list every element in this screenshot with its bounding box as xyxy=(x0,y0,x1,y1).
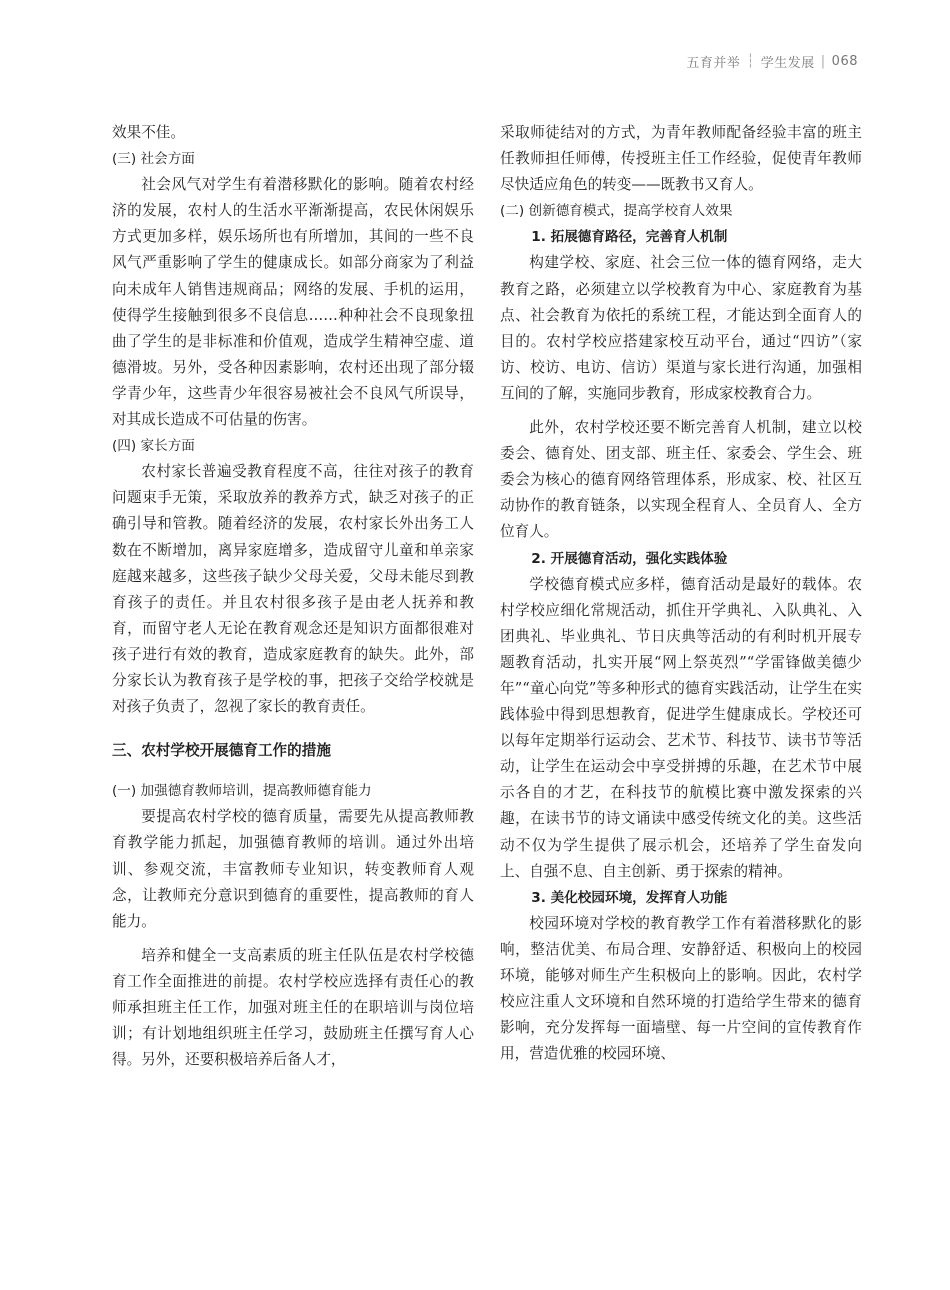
paragraph: 农村家长普遍受教育程度不高，往往对孩子的教育问题束手无策，采取放养的教养方式，缺乏对孩子的正确引导和管教。随着经济的发展，农村家长外出务工人数在不断增加，离异家庭增多，造成留守儿童和单亲家庭越来越多，这些孩子缺少父母关爱，父母未能尽到教育孩子的责任。并且农村很多孩子是由老人抚养和教育，而留守老人无论在教育观念还是知识方面都很难对孩子进行有效的教育，造成家庭教育的缺失。此外，部分家长认为教育孩子是学校的事，把孩子交给学校就是对孩子负责了，忽视了家长的教育责任。 xyxy=(112,463,474,716)
section-heading: (四) 家长方面 xyxy=(112,438,195,455)
subsection-heading: 2. 开展德育活动，强化实践体验 xyxy=(531,550,728,567)
page-number: 068 xyxy=(831,54,858,69)
paragraph: 采取师徒结对的方式，为青年教师配备经验丰富的班主任教师担任师傅，传授班主任工作经验，促使青年教师尽快适应角色的转变——既教书又育人。 xyxy=(500,124,862,194)
paragraph: 社会风气对学生有着潜移默化的影响。随着农村经济的发展，农村人的生活水平渐渐提高，农民休闲娱乐方式更加多样，娱乐场所也有所增加，其间的一些不良风气严重影响了学生的健康成长。如部分商家为了利益向未成年人销售违规商品；网络的发展、手机的运用，使得学生接触到很多不良信息……种种社会不良现象扭曲了学生的是非标准和价值观，造成学生精神空虚、道德滑坡。另外，受各种因素影响，农村还出现了部分辍学青少年，这些青少年很容易被社会不良风气所误导，对其成长造成不可估量的伤害。 xyxy=(112,176,474,429)
paragraph: 构建学校、家庭、社会三位一体的德育网络，走大教育之路，必须建立以学校教育为中心、家庭教育为基点、社会教育为依托的系统工程，才能达到全面育人的目的。农村学校应搭建家校互动平台，通过“四访”（家访、校访、电访、信访）渠道与家长进行沟通，加强相互间的了解，实施同步教育，形成家校教育合力。 xyxy=(500,254,862,402)
header-divider: ┆ xyxy=(746,54,755,69)
chapter-heading: 三、农村学校开展德育工作的措施 xyxy=(112,742,331,760)
paragraph: 此外，农村学校还要不断完善育人机制，建立以校委会、德育处、团支部、班主任、家委会、学生会、班委会为核心的德育网络管理体系，形成家、校、社区互动协作的教育链条，以实现全程育人、全员育人、全方位育人。 xyxy=(500,419,862,541)
left-column xyxy=(112,120,474,1073)
section-heading: (三) 社会方面 xyxy=(112,151,195,168)
paragraph: 校园环境对学校的教育教学工作有着潜移默化的影响，整洁优美、布局合理、安静舒适、积极向上的校园环境，能够对师生产生积极向上的影响。因此，农村学校应注重人文环境和自然环境的打造给学生带来的德育影响，充分发挥每一面墙壁、每一片空间的宣传教育作用，营造优雅的校园环境、 xyxy=(500,914,862,1063)
subsection-heading: 1. 拓展德育路径，完善育人机制 xyxy=(531,229,728,246)
section-heading: (二) 创新德育模式，提高学校育人效果 xyxy=(500,203,733,220)
section-heading: (一) 加强德育教师培训，提高教师德育能力 xyxy=(112,783,372,800)
paragraph: 培养和健全一支高素质的班主任队伍是农村学校德育工作全面推进的前提。农村学校应选择有责任心的教师承担班主任工作，加强对班主任的在职培训与岗位培训；有计划地组织班主任学习，鼓励班主任撰写育人心得。另外，还要积极培养后备人才， xyxy=(112,946,474,1069)
header-section: 五育并举 xyxy=(686,56,741,71)
header-subsection: 学生发展 xyxy=(760,56,815,71)
header-divider: | xyxy=(820,54,826,69)
subsection-heading: 3. 美化校园环境，发挥育人功能 xyxy=(531,889,728,906)
paragraph: 学校德育模式应多样，德育活动是最好的载体。农村学校应细化常规活动，抓住开学典礼、入队典礼、入团典礼、毕业典礼、节日庆典等活动的有利时机开展专题教育活动，扎实开展“网上祭英烈”“学雷锋做美德少年”“童心向党”等多种形式的德育实践活动，让学生在实践体验中得到思想教育，促进学生健康成长。学校还可以每年定期举行运动会、艺术节、科技节、读书节等活动，让学生在运动会中享受拼搏的乐趣，在艺术节中展示各自的才艺，在科技节的航模比赛中激发探索的兴趣，在读书节的诗文诵读中感受传统文化的美。这些活动不仅为学生提供了展示机会，还培养了学生奋发向上、自强不息、自主创新、勇于探索的精神。 xyxy=(500,575,862,880)
running-header xyxy=(686,52,858,71)
paragraph: 效果不佳。 xyxy=(112,124,185,141)
paragraph: 要提高农村学校的德育质量，需要先从提高教师教育教学能力抓起，加强德育教师的培训。通过外出培训、参观交流，丰富教师专业知识，转变教师育人观念，让教师充分意识到德育的重要性，提高教师的育人能力。 xyxy=(112,808,474,930)
right-column xyxy=(500,120,862,1067)
